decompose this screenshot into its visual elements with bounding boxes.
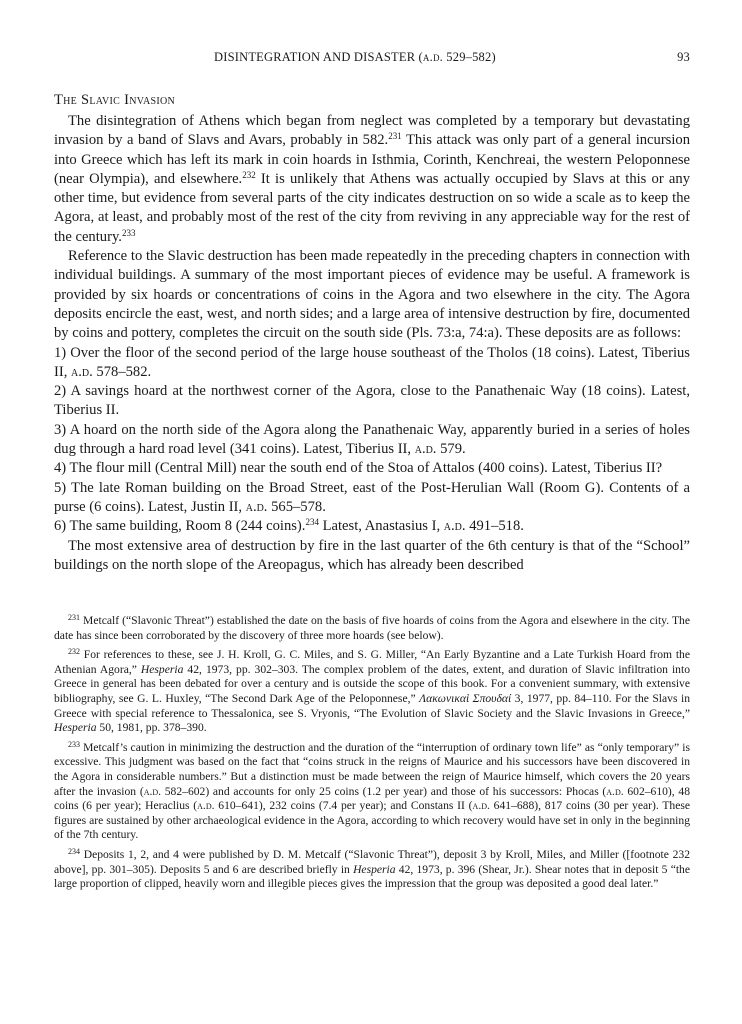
paragraph-2: Reference to the Slavic destruction has been made repeatedly in the preceding chapters in connection with individual buildings. A summary of the most important pieces of evidence may be useful. A framework is provided by six hoards or concentrations of coins in the Agora and two elsewhere in the city. The Agora deposits encircle the east, west, and north sides; and a large area of intensive destruction by fire, documented by coins and pottery, completes the circuit on the south side (Pls. 73:a, 74:a). These deposits are as follows: (54, 248, 690, 342)
footnote-ref: 233 (121, 227, 136, 238)
running-title: DISINTEGRATION AND DISASTER (a.d. 529–582) (214, 50, 496, 64)
deposit-item-5: 5) The late Roman building on the Broad Street, east of the Post-Herulian Wall (Room G). Contents of a purse (6 coins). Latest, Justin II, a.d. 565–578. (54, 479, 690, 515)
deposit-item-1: 1) Over the floor of the second period of the large house southeast of the Tholos (18 coins). Latest, Tiberius II, a.d. 578–582. (54, 344, 690, 380)
footnote-232: $^{232}$ For references to these, see J. H. Kroll, G. C. Miles, and S. G. Miller, “An Early Byzantine and a Late Turkish Hoard from the Athenian Agora,” Hesperia 42, 1973, pp. 302–303. The complex problem of the dates, extent, and duration of Slavic infiltration into Greece in general has been debated for over a century and is outside the scope of this book. For a convenient summary, with extensive bibliography, see G. L. Huxley, “The Second Dark Age of the Peloponnese,” Λακωνικαὶ Σπουδαί 3, 1977, pp. 84–110. For the Slavs in Greece with special reference to Thessalonica, see S. Vryonis, “The Evolution of Slavic Society and the Slavic Invasions in Greece,” Hesperia 50, 1981, pp. 378–390. (54, 647, 690, 735)
footnote-234: $^{234}$ Deposits 1, 2, and 4 were published by D. M. Metcalf (“Slavonic Threat”), deposit 3 by Kroll, Miles, and Miller ([footnote 232 above], pp. 301–305). Deposits 5 and 6 are described briefly in Hesperia 42, 1973, p. 396 (Shear, Jr.). Shear notes that in deposit 5 “the large proportion of clipped, heavily worn and illegible pieces gives the impression that the group was deposited a good deal later.” (54, 846, 691, 891)
page-number: 93 (677, 50, 690, 64)
footnotes (54, 614, 690, 897)
deposit-item-6: 6) The same building, Room 8 (244 coins).$^{234}$ Latest, Anastasius I, a.d. 491–518. (54, 517, 524, 535)
deposit-item-3: 3) A hoard on the north side of the Agora along the Panathenaic Way, apparently buried in a series of holes dug through a hard road level (341 coins). Latest, Tiberius II, a.d. 579. (54, 421, 690, 458)
footnote-ref: 234 (305, 517, 319, 528)
footnote-ref: 231 (388, 131, 402, 142)
paragraph-1: The disintegration of Athens which began from neglect was completed by a temporary but devastating invasion by a band of Slavs and Avars, probably in 582.$^{231}$ This attack was only part of a general incursion into Greece which has left its mark in coin hoards in Isthmia, Corinth, Kenchreai, the western Peloponnese (near Olympia), and elsewhere.$^{232}$ It is unlikely that Athens was actually occupied by Slavs at this or any other time, but evidence from several parts of the city indicates destruction on so wide a scale as to keep the Agora, at least, and probably most of the rest of the city from reviving in any appreciable way for the rest of the century.$^{233}$ (54, 113, 691, 245)
deposit-item-4: 4) The flour mill (Central Mill) near the south end of the Stoa of Attalos (400 coins). Latest, Tiberius II? (54, 460, 663, 477)
running-header (54, 50, 690, 70)
paragraph-3: The most extensive area of destruction by fire in the last quarter of the 6th century is that of the “School” buildings on the north slope of the Areopagus, which has already been described (54, 537, 690, 573)
footnote-233: $^{233}$ Metcalf’s caution in minimizing the destruction and the duration of the “interruption of ordinary town life” as “only temporary” is excessive. This judgment was based on the fact that “coins struck in the reigns of Maurice and his successors have been discovered in the Agora in considerable numbers.” But a distinction must be made between the reign of Maurice himself, which covers the 20 years after the invasion (a.d. 582–602) and accounts for only 25 coins (1.2 per year) and those of his successors: Phocas (a.d. 602–610), 48 coins (6 per year); Heraclius (a.d. 610–641), 232 coins (7.4 per year); and Constans II (a.d. 641–688), 817 coins (30 per year). These figures are sustained by other archaeological evidence in the Agora, according to which recovery would have set in only in the beginning of the 7th century. (54, 739, 691, 842)
deposit-item-2: 2) A savings hoard at the northwest corner of the Agora, close to the Panathenaic Way (18 coins). Latest, Tiberius II. (54, 383, 690, 419)
body-text (54, 112, 690, 575)
footnote-231: $^{231}$ Metcalf (“Slavonic Threat”) established the date on the basis of five hoards of coins from the Agora and elsewhere in the city. The date has since been corroborated by the discovery of three more hoards (see below). (54, 613, 690, 642)
section-title: The Slavic Invasion (54, 92, 176, 108)
footnote-ref: 232 (242, 169, 256, 180)
